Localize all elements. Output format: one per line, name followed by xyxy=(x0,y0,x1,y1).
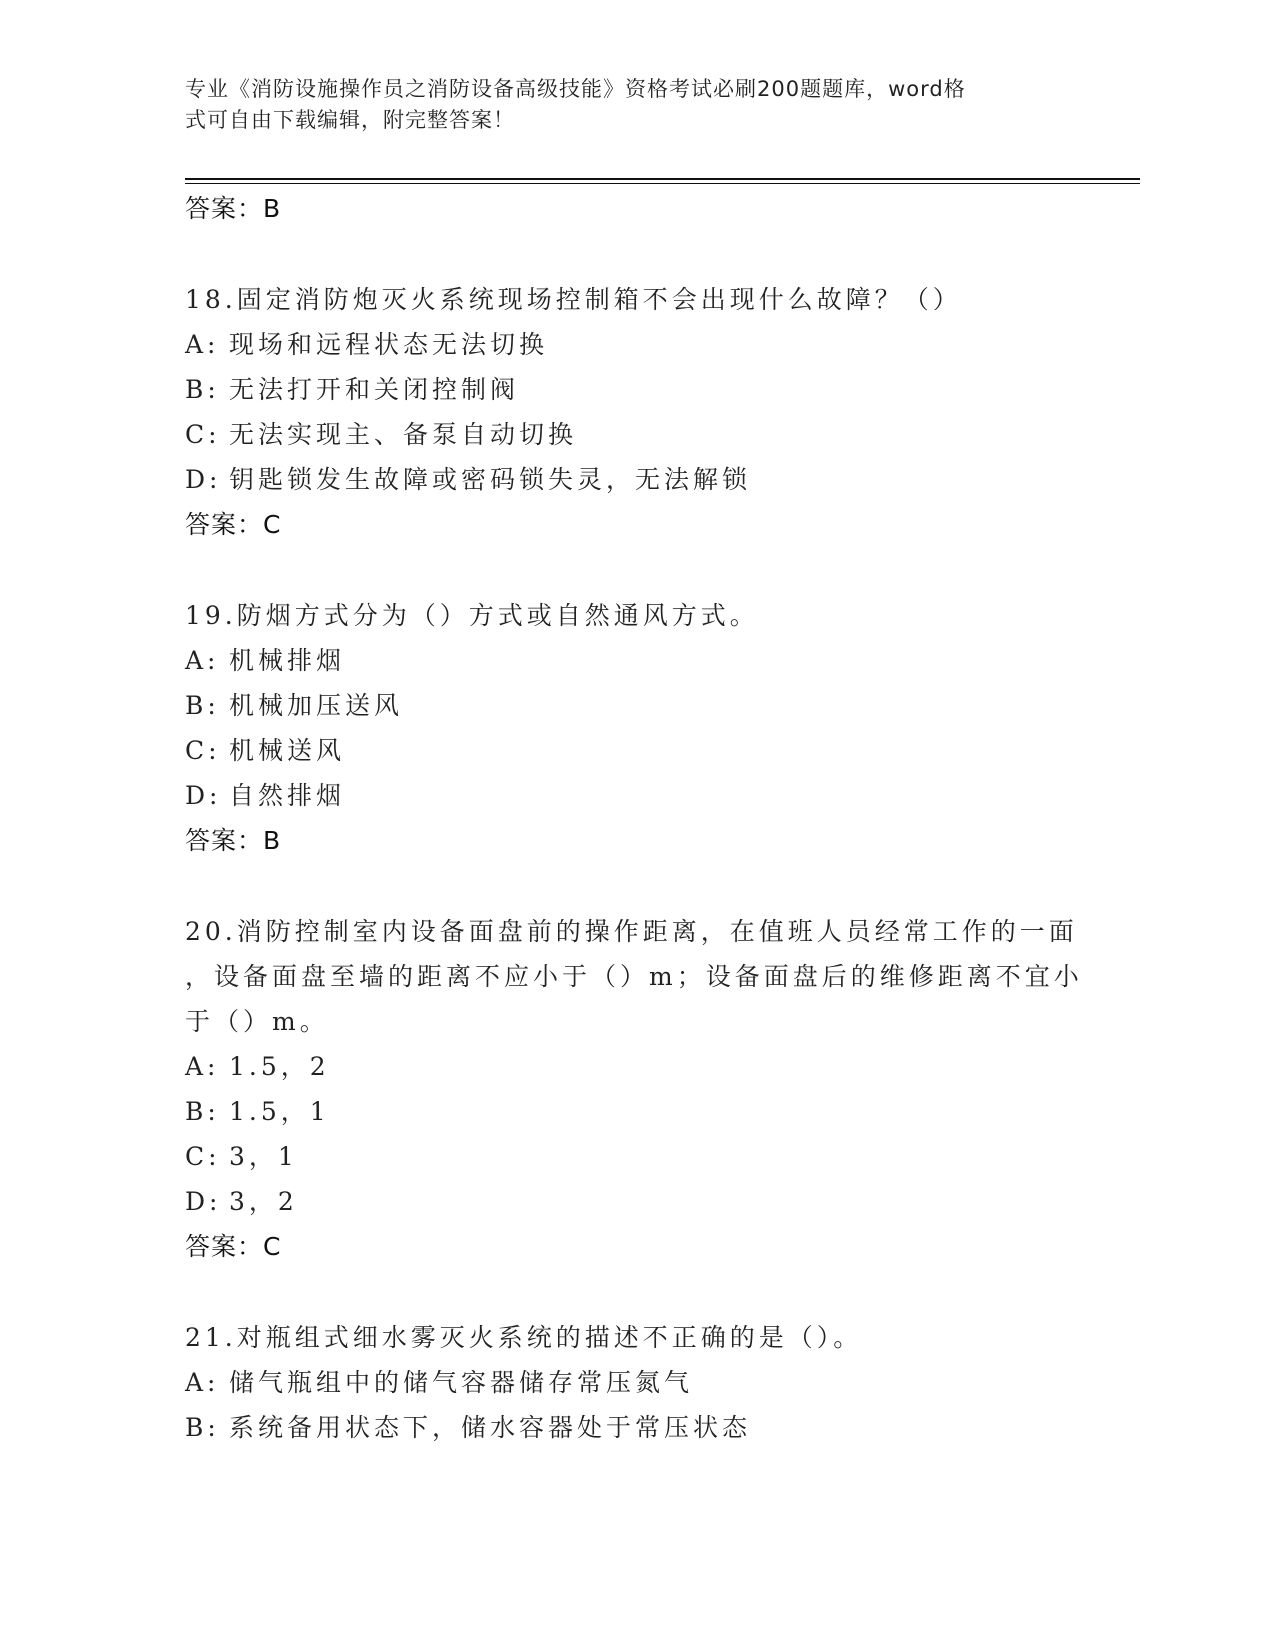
header-line-1: 专业《消防设施操作员之消防设备高级技能》资格考试必刷200题题库，word格 xyxy=(185,77,966,101)
option-letter: C: xyxy=(185,1142,221,1171)
option-letter: D: xyxy=(185,781,222,810)
option-d xyxy=(185,457,1085,502)
question-text-line-2: ，设备面盘至墙的距离不应小于（）m；设备面盘后的维修距离不宜小 xyxy=(185,962,1083,991)
option-text: 系统备用状态下，储水容器处于常压状态 xyxy=(229,1413,752,1442)
option-c xyxy=(185,728,1085,773)
option-letter: A: xyxy=(185,1368,220,1397)
option-text: 3，2 xyxy=(229,1187,298,1216)
option-a xyxy=(185,638,1085,683)
option-c xyxy=(185,1134,1085,1179)
question-text: 18.固定消防炮灭火系统现场控制箱不会出现什么故障？（） xyxy=(185,285,962,314)
option-c xyxy=(185,412,1085,457)
option-letter: B: xyxy=(185,691,220,720)
option-b xyxy=(185,367,1085,412)
option-d xyxy=(185,773,1085,818)
option-a xyxy=(185,1360,1085,1405)
option-text: 自然排烟 xyxy=(229,781,346,810)
question-19 xyxy=(185,593,1085,863)
option-text: 机械送风 xyxy=(229,736,346,765)
answer: 答案：B xyxy=(185,826,282,855)
question-18 xyxy=(185,277,1085,547)
option-text: 机械排烟 xyxy=(229,646,346,675)
option-text: 机械加压送风 xyxy=(229,691,404,720)
option-letter: D: xyxy=(185,1187,222,1216)
option-letter: A: xyxy=(185,330,220,359)
option-a xyxy=(185,322,1085,367)
option-a xyxy=(185,1044,1085,1089)
header-divider-thin xyxy=(185,183,1140,184)
option-letter: A: xyxy=(185,646,220,675)
answer: 答案：C xyxy=(185,510,282,539)
option-text: 无法实现主、备泵自动切换 xyxy=(229,420,578,449)
option-text: 钥匙锁发生故障或密码锁失灵，无法解锁 xyxy=(229,465,752,494)
document-header xyxy=(185,74,1085,136)
option-letter: C: xyxy=(185,736,221,765)
option-letter: B: xyxy=(185,375,220,404)
option-letter: B: xyxy=(185,1413,220,1442)
question-21 xyxy=(185,1315,1085,1450)
previous-answer: 答案：B xyxy=(185,194,282,223)
option-text: 1.5，1 xyxy=(229,1097,330,1126)
option-text: 3，1 xyxy=(229,1142,298,1171)
option-text: 1.5，2 xyxy=(229,1052,330,1081)
option-b xyxy=(185,1089,1085,1134)
option-b xyxy=(185,683,1085,728)
option-letter: A: xyxy=(185,1052,220,1081)
option-text: 储气瓶组中的储气容器储存常压氮气 xyxy=(229,1368,694,1397)
question-text-line-3: 于（）m。 xyxy=(185,1007,329,1036)
option-text: 现场和远程状态无法切换 xyxy=(229,330,549,359)
question-text: 19.防烟方式分为（）方式或自然通风方式。 xyxy=(185,601,759,630)
option-letter: B: xyxy=(185,1097,220,1126)
question-20 xyxy=(185,909,1085,1269)
question-text: 21.对瓶组式细水雾灭火系统的描述不正确的是（）。 xyxy=(185,1323,863,1352)
question-list xyxy=(185,186,1085,1450)
option-d xyxy=(185,1179,1085,1224)
option-text: 无法打开和关闭控制阀 xyxy=(229,375,520,404)
question-text-line-1: 20.消防控制室内设备面盘前的操作距离，在值班人员经常工作的一面 xyxy=(185,917,1078,946)
answer: 答案：C xyxy=(185,1232,282,1261)
option-b xyxy=(185,1405,1085,1450)
header-divider-thick xyxy=(185,178,1140,180)
header-line-2: 式可自由下载编辑，附完整答案！ xyxy=(185,108,515,132)
option-letter: C: xyxy=(185,420,221,449)
option-letter: D: xyxy=(185,465,222,494)
